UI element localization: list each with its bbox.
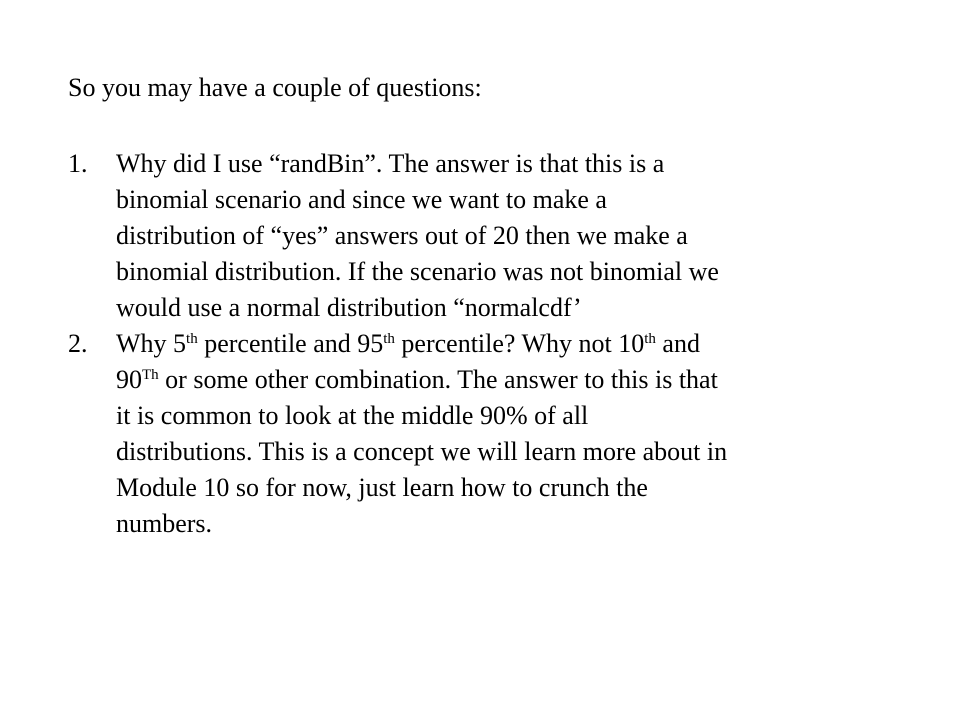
text-segment: or some other combination. The answer to this is that [158,365,718,394]
text-segment: percentile? Why not 10 [394,329,645,358]
question-list [68,146,888,542]
question-2-line-6: numbers. [116,509,213,538]
question-1-line-1: Why did I use “randBin”. The answer is that this is a [116,149,665,178]
question-2 [68,326,888,542]
question-1-line-2: binomial scenario and since we want to make a [116,185,607,214]
superscript: Th [142,367,159,383]
intro-text: So you may have a couple of questions: [68,73,482,102]
question-2-line-4: distributions. This is a concept we will learn more about in [116,437,728,466]
question-1 [68,146,888,326]
question-2-line-3: it is common to look at the middle 90% of all [116,401,589,430]
text-segment: percentile and 95 [197,329,384,358]
text-segment: 90 [116,365,142,394]
question-2-line-2 [116,362,888,398]
superscript: th [383,331,395,347]
question-1-line-5: would use a normal distribution “normalcdf’ [116,293,582,322]
question-number: 1. [68,149,88,178]
question-number: 2. [68,329,88,358]
question-2-line-1 [116,326,888,362]
question-1-line-4: binomial distribution. If the scenario was not binomial we [116,257,719,286]
question-2-line-5: Module 10 so for now, just learn how to crunch the [116,473,648,502]
superscript: th [186,331,198,347]
superscript: th [644,331,656,347]
question-1-line-3: distribution of “yes” answers out of 20 then we make a [116,221,688,250]
text-segment: Why 5 [116,329,187,358]
text-segment: and [655,329,700,358]
